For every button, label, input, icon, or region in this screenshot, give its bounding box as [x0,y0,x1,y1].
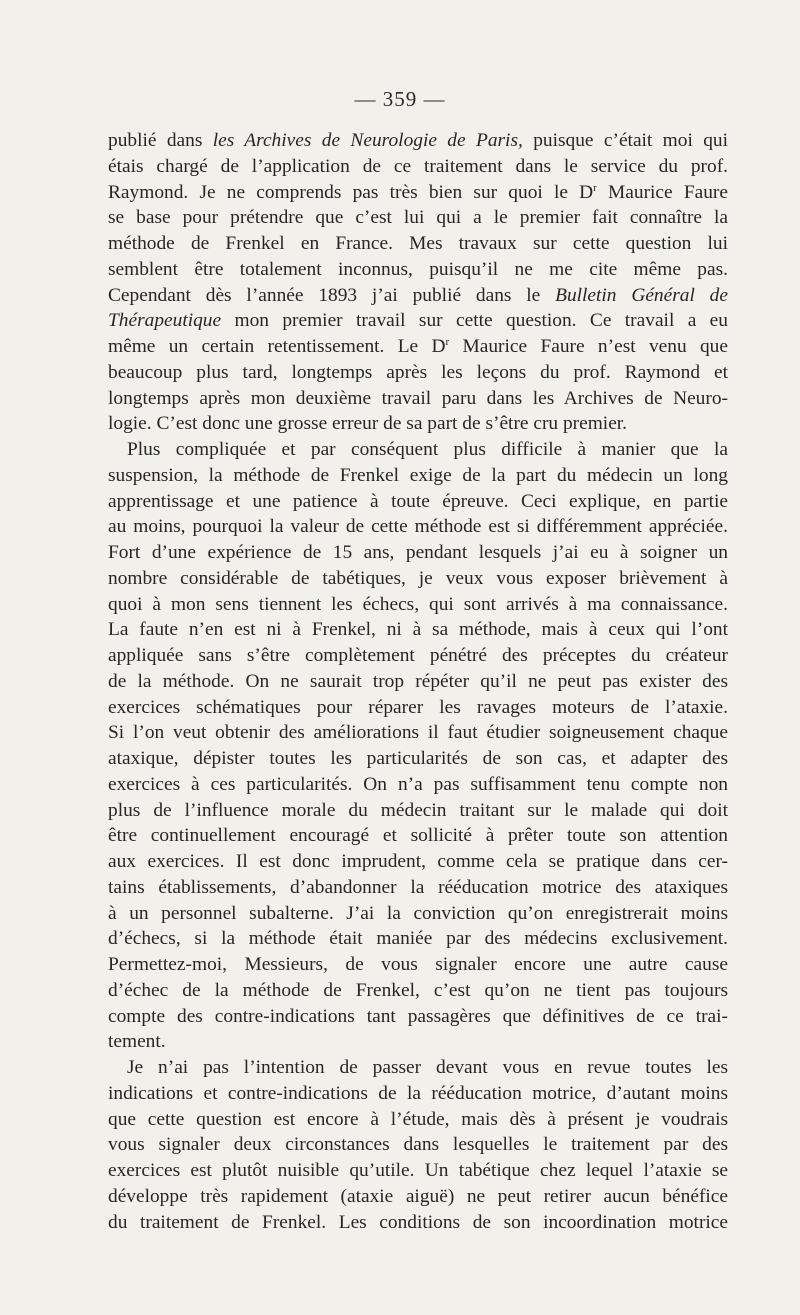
text-line [108,257,728,283]
text-line [108,205,728,231]
text-line [108,720,728,746]
text-line [108,1081,728,1107]
italic-title: Bulletin Général de [555,284,728,306]
page-number: — 359 — [354,87,446,111]
text-line [108,360,728,386]
text-fragment: même un certain retentissement. Le D [108,336,446,357]
text-line [108,772,728,798]
text-line-content: indications et contre-indications de la rééducation motrice, d’autant moins [108,1082,728,1104]
text-line-content: exercices à ces particularités. On n’a pas suffisamment tenu compte non [108,773,728,795]
text-fragment: publié dans [108,130,213,151]
text-line [108,901,728,927]
text-line [108,1210,728,1236]
italic-title: les Archives de Neurologie de Paris, [212,130,523,151]
text-line [108,514,728,540]
text-line-content: d’échec de la méthode de Frenkel, c’est qu’on ne tient pas toujours [108,979,728,1001]
text-line [108,489,728,515]
text-line [108,875,728,901]
text-fragment: Raymond. Je ne comprends pas très bien sur quoi le D [108,181,594,203]
text-line-content: se base pour prétendre que c’est lui qui a le premier fait connaître la [108,207,728,229]
text-line-content: longtemps après mon deuxième travail paru dans les Archives de Neuro- [108,387,728,409]
text-fragment: mon premier travail sur cette question. Ce travail a eu [221,310,728,332]
text-line [108,617,728,643]
superscript: r [445,336,450,348]
text-line [108,128,728,154]
text-line [108,437,728,463]
text-fragment: puisque c’était moi qui [522,130,728,151]
text-line [108,746,728,772]
text-line [108,669,728,695]
text-line-content: exercices est plutôt nuisible qu’utile. Un tabétique chez lequel l’ataxie se [108,1160,728,1181]
text-line [108,978,728,1004]
text-fragment: Maurice Faure n’est venu que [449,336,728,357]
text-line-content: méthode de Frenkel en France. Mes travaux sur cette question lui [108,233,728,254]
text-line [108,566,728,592]
text-line [108,1184,728,1210]
text-line-content: beaucoup plus tard, longtemps après les leçons du prof. Raymond et [108,361,728,383]
text-line-content: du traitement de Frenkel. Les conditions de son incoordination motrice [108,1211,728,1233]
text-line [108,463,728,489]
text-line-content: suspension, la méthode de Frenkel exige de la part du médecin un long [108,464,728,486]
text-fragment: Maurice Faure [596,181,728,203]
text-line-content: La faute n’en est ni à Frenkel, ni à sa méthode, mais à ceux qui l’ont [108,619,728,641]
text-line [108,1055,728,1081]
text-line-content: nombre considérable de tabétiques, je veux vous exposer brièvement à [108,567,728,589]
text-line [108,334,728,360]
text-line-content: tains établissements, d’abandonner la rééducation motrice des ataxiques [108,876,728,898]
text-line-content: logie. C’est donc une grosse erreur de sa part de s’être cru premier. [108,413,628,435]
text-line-content: compte des contre-indications tant passagères que définitives de ce trai- [108,1005,728,1027]
text-line-content: apprentissage et une patience à toute épreuve. Ceci explique, en partie [108,490,728,512]
text-line-content: au moins, pourquoi la valeur de cette méthode est si différemment appréciée. [108,516,728,538]
text-line-content: Je n’ai pas l’intention de passer devant vous en revue toutes les [127,1057,728,1078]
text-line [108,643,728,669]
text-line-content: aux exercices. Il est donc imprudent, comme cela se pratique dans cer- [108,851,728,872]
text-line-content: tement. [108,1031,166,1053]
text-line [108,798,728,824]
text-line [108,231,728,257]
text-line [108,695,728,721]
text-line [108,823,728,849]
text-line-content: étais chargé de l’application de ce traitement dans le service du prof. [108,155,728,177]
text-line [108,849,728,875]
superscript: r [593,181,597,194]
text-line-content: Si l’on veut obtenir des améliorations il faut étudier soigneusement chaque [108,722,728,744]
text-line-content: ataxique, dépister toutes les particularités de son cas, et adapter des [108,748,728,769]
text-line [108,952,728,978]
text-line-content: de la méthode. On ne saurait trop répéter qu’il ne peut pas exister des [108,670,728,692]
text-line-content: quoi à mon sens tiennent les échecs, qui sont arrivés à ma connaissance. [108,593,728,615]
text-line-content: vous signaler deux circonstances dans lesquelles le traitement par des [108,1134,728,1156]
text-line-content: Permettez-moi, Messieurs, de vous signaler encore une autre cause [108,954,728,975]
text-fragment: Cependant dès l’année 1893 j’ai publié dans le [108,284,556,306]
text-line [108,308,728,334]
text-line [108,180,728,206]
italic-title: Thérapeutique [108,310,222,332]
text-line-content: appliquée sans s’être complètement pénétré des préceptes du créateur [108,645,728,666]
text-line [108,1158,728,1184]
text-line [108,1107,728,1133]
text-line-content: exercices schématiques pour réparer les ravages moteurs de l’ataxie. [108,696,728,718]
text-line [108,926,728,952]
text-line [108,283,728,309]
text-line-content: Fort d’une expérience de 15 ans, pendant lesquels j’ai eu à soigner un [108,542,728,563]
text-line [108,1029,728,1055]
text-line-content: que cette question est encore à l’étude, mais dès à présent je voudrais [108,1108,728,1130]
text-line-content: à un personnel subalterne. J’ai la conviction qu’on enregistrerait moins [108,902,728,924]
text-line [108,411,728,437]
text-line-content: développe très rapidement (ataxie aiguë) ne peut retirer aucun bénéfice [108,1185,728,1207]
body-text [108,128,728,1235]
text-line-content: être continuellement encouragé et sollicité à prêter toute son attention [108,825,728,847]
text-line [108,592,728,618]
text-line [108,386,728,412]
text-line-content: semblent être totalement inconnus, puisqu’il ne me cite même pas. [108,258,728,280]
text-line [108,540,728,566]
text-line [108,154,728,180]
text-line-content: d’échecs, si la méthode était maniée par des médecins exclusivement. [108,928,728,950]
text-line-content: Plus compliquée et par conséquent plus difficile à manier que la [127,439,728,460]
text-line [108,1004,728,1030]
text-line-content: plus de l’influence morale du médecin traitant sur le malade qui doit [108,799,728,821]
text-line [108,1132,728,1158]
